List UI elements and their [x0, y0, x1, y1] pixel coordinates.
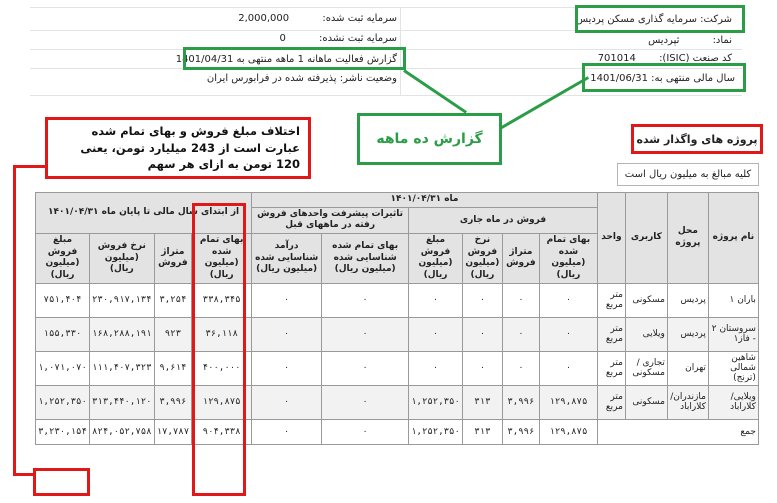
- total-month-area: ۳,۹۹۶: [502, 419, 539, 444]
- ten-month-callout: گزارش ده ماهه: [357, 113, 502, 165]
- col-usage: کاربری: [625, 193, 667, 284]
- month-amount: ۰: [409, 317, 463, 351]
- month-amount: ۰: [409, 351, 463, 385]
- ytd-cost-highlight: [192, 203, 246, 496]
- recognized-revenue: ۰: [252, 317, 322, 351]
- month-cost: ۰: [539, 351, 597, 385]
- bracket-line: [13, 165, 16, 476]
- publisher-status-row: [207, 73, 397, 84]
- ytd-rate: ۱۶۸,۲۸۸,۱۹۱: [90, 317, 155, 351]
- ytd-rate: ۲۳۰,۹۱۷,۱۳۴: [90, 283, 155, 317]
- col-y-area: متراژ فروش: [154, 234, 192, 284]
- month-cost: ۰: [539, 317, 597, 351]
- col-m-cost: بهای تمام شده (میلیون ریال): [539, 234, 597, 284]
- report-title: گزارش فعالیت ماهانه 1 ماهه منتهی به 1401/04/31: [175, 54, 397, 65]
- project-location: مازندران/ کلاراباد: [667, 385, 708, 419]
- month-area: ۰: [502, 351, 539, 385]
- ytd-cost: ۱۲۹,۸۷۵: [192, 385, 252, 419]
- project-name: ویلایی/ کلاراباد: [708, 385, 758, 419]
- table-row: [36, 385, 759, 419]
- project-usage: تجاری / مسکونی: [625, 351, 667, 385]
- unregistered-capital-value: 0: [279, 33, 286, 44]
- report-period-highlight: [183, 47, 406, 70]
- project-usage: مسکونی: [625, 385, 667, 419]
- recognized-revenue: ۰: [252, 351, 322, 385]
- project-name: باران ۱: [708, 283, 758, 317]
- recognized-cost: ۰: [322, 351, 409, 385]
- recognized-cost: ۰: [322, 385, 409, 419]
- table-row: [36, 283, 759, 317]
- fiscal-year-label: سال مالی منتهی به:: [651, 73, 735, 84]
- col-recognized-revenue: درآمد شناسایی شده (میلیون ریال): [252, 234, 322, 284]
- project-usage: ویلایی: [625, 317, 667, 351]
- progress-effects-header: تاثیرات پیشرفت واحدهای فروش رفته در ماههای قبل: [252, 207, 409, 233]
- recognized-revenue: ۰: [252, 385, 322, 419]
- month-group-header: ماه ۱۴۰۱/۰۴/۳۱: [252, 193, 598, 208]
- connector-line: [403, 69, 467, 113]
- project-unit: متر مربع: [597, 351, 625, 385]
- difference-note: اختلاف مبلغ فروش و بهای تمام شده عبارت است از 243 میلیارد تومن، یعنی 120 تومن به ازای هر سهم: [45, 117, 311, 179]
- ytd-cost: ۳۳۸,۳۴۵: [192, 283, 252, 317]
- section-title: پروژه های واگذار شده: [631, 124, 763, 154]
- total-ytd-cost: ۹۰۴,۳۳۸: [192, 419, 252, 444]
- connector-line: [499, 76, 589, 130]
- ytd-area: ۳,۹۹۶: [154, 385, 192, 419]
- total-recognized-cost: ۰: [322, 419, 409, 444]
- col-m-amount: مبلغ فروش (میلیون ریال): [409, 234, 463, 284]
- project-location: پردیس: [667, 283, 708, 317]
- table-row: [36, 351, 759, 385]
- publisher-status-label: وضعیت ناشر:: [339, 73, 397, 84]
- month-area: ۰: [502, 317, 539, 351]
- project-usage: مسکونی: [625, 283, 667, 317]
- col-y-cost: بهای تمام شده (میلیون ریال): [192, 234, 252, 284]
- ytd-rate: ۳۱۳,۴۴۰,۱۲۰: [90, 385, 155, 419]
- ytd-rate: ۱۱۱,۴۰۷,۳۲۳: [90, 351, 155, 385]
- unregistered-capital-row: [279, 33, 397, 44]
- ytd-amount: ۱۵۵,۳۳۰: [36, 317, 90, 351]
- total-month-amount: ۱,۲۵۲,۳۵۰: [409, 419, 463, 444]
- col-recognized-cost: بهای تمام شده شناسایی شده (میلیون ریال): [322, 234, 409, 284]
- month-area: ۳,۹۹۶: [502, 385, 539, 419]
- month-amount: ۱,۲۵۲,۳۵۰: [409, 385, 463, 419]
- month-rate: ۰: [462, 317, 502, 351]
- ytd-amount: ۱,۲۵۲,۳۵۰: [36, 385, 90, 419]
- total-month-cost: ۱۲۹,۸۷۵: [539, 419, 597, 444]
- recognized-cost: ۰: [322, 317, 409, 351]
- current-sales-header: فروش در ماه جاری: [409, 207, 598, 233]
- project-unit: متر مربع: [597, 385, 625, 419]
- col-m-rate: نرخ فروش (میلیون ریال): [462, 234, 502, 284]
- project-name: سروستان ۲ - فاز۱: [708, 317, 758, 351]
- publisher-status-value: پذیرفته شده در فرابورس ایران: [206, 73, 337, 84]
- total-label: جمع: [597, 419, 758, 444]
- unregistered-capital-label: سرمایه ثبت نشده:: [319, 33, 397, 44]
- sold-projects-table: [35, 192, 759, 445]
- col-y-amount: مبلغ فروش (میلیون ریال): [36, 234, 90, 284]
- project-name: شاهین شمالی (ترنج): [708, 351, 758, 385]
- total-month-rate: ۳۱۳: [462, 419, 502, 444]
- bracket-line: [13, 473, 35, 476]
- ytd-group-header: از ابتدای سال مالی تا پایان ماه ۱۴۰۱/۰۴/۳۱: [36, 193, 252, 234]
- ytd-amount-total-highlight: [33, 468, 90, 496]
- col-m-area: متراژ فروش: [502, 234, 539, 284]
- ytd-cost: ۳۶,۱۱۸: [192, 317, 252, 351]
- registered-capital-value: 2,000,000: [238, 13, 290, 24]
- col-y-rate: نرخ فروش (میلیون ریال): [90, 234, 155, 284]
- col-project-name: نام پروژه: [708, 193, 758, 284]
- ytd-cost: ۴۰۰,۰۰۰: [192, 351, 252, 385]
- ytd-amount: ۷۵۱,۴۰۴: [36, 283, 90, 317]
- total-ytd-area: ۱۷,۷۸۷: [154, 419, 192, 444]
- symbol-label: نماد:: [712, 35, 732, 46]
- month-amount: ۰: [409, 283, 463, 317]
- month-rate: ۰: [462, 351, 502, 385]
- month-cost: ۰: [539, 283, 597, 317]
- recognized-cost: ۰: [322, 283, 409, 317]
- month-area: ۰: [502, 283, 539, 317]
- fiscal-year-highlight: [582, 63, 746, 92]
- bracket-line: [13, 165, 47, 168]
- project-location: پردیس: [667, 317, 708, 351]
- total-row: [36, 419, 759, 444]
- month-rate: ۳۱۳: [462, 385, 502, 419]
- ytd-area: ۹۲۳: [154, 317, 192, 351]
- total-ytd-rate: ۸۲۴,۰۵۲,۷۵۸: [90, 419, 155, 444]
- registered-capital-label: سرمایه ثبت شده:: [322, 13, 397, 24]
- symbol-value: ثپردیس: [648, 35, 680, 46]
- total-recognized-revenue: ۰: [252, 419, 322, 444]
- company-value: سرمایه گذاری مسکن پردیس: [575, 14, 697, 25]
- ytd-amount: ۱,۰۷۱,۰۷۰: [36, 351, 90, 385]
- recognized-revenue: ۰: [252, 283, 322, 317]
- registered-capital-row: [238, 13, 397, 24]
- isic-value: 701014: [597, 53, 636, 64]
- project-unit: متر مربع: [597, 317, 625, 351]
- ytd-area: ۹,۶۱۴: [154, 351, 192, 385]
- fiscal-year-value: 1401/06/31: [590, 73, 648, 84]
- isic-label: کد صنعت (ISIC):: [659, 53, 732, 64]
- month-cost: ۱۲۹,۸۷۵: [539, 385, 597, 419]
- company-highlight: [575, 5, 745, 33]
- symbol-row: [648, 35, 732, 46]
- project-location: تهران: [667, 351, 708, 385]
- col-unit: واحد: [597, 193, 625, 284]
- ytd-area: ۳,۲۵۴: [154, 283, 192, 317]
- month-rate: ۰: [462, 283, 502, 317]
- company-label: شرکت:: [700, 14, 732, 25]
- col-location: محل پروژه: [667, 193, 708, 284]
- project-unit: متر مربع: [597, 283, 625, 317]
- total-ytd-amount: ۳,۲۳۰,۱۵۴: [36, 419, 90, 444]
- table-row: [36, 317, 759, 351]
- unit-note: کلیه مبالغ به میلیون ریال است: [617, 163, 759, 186]
